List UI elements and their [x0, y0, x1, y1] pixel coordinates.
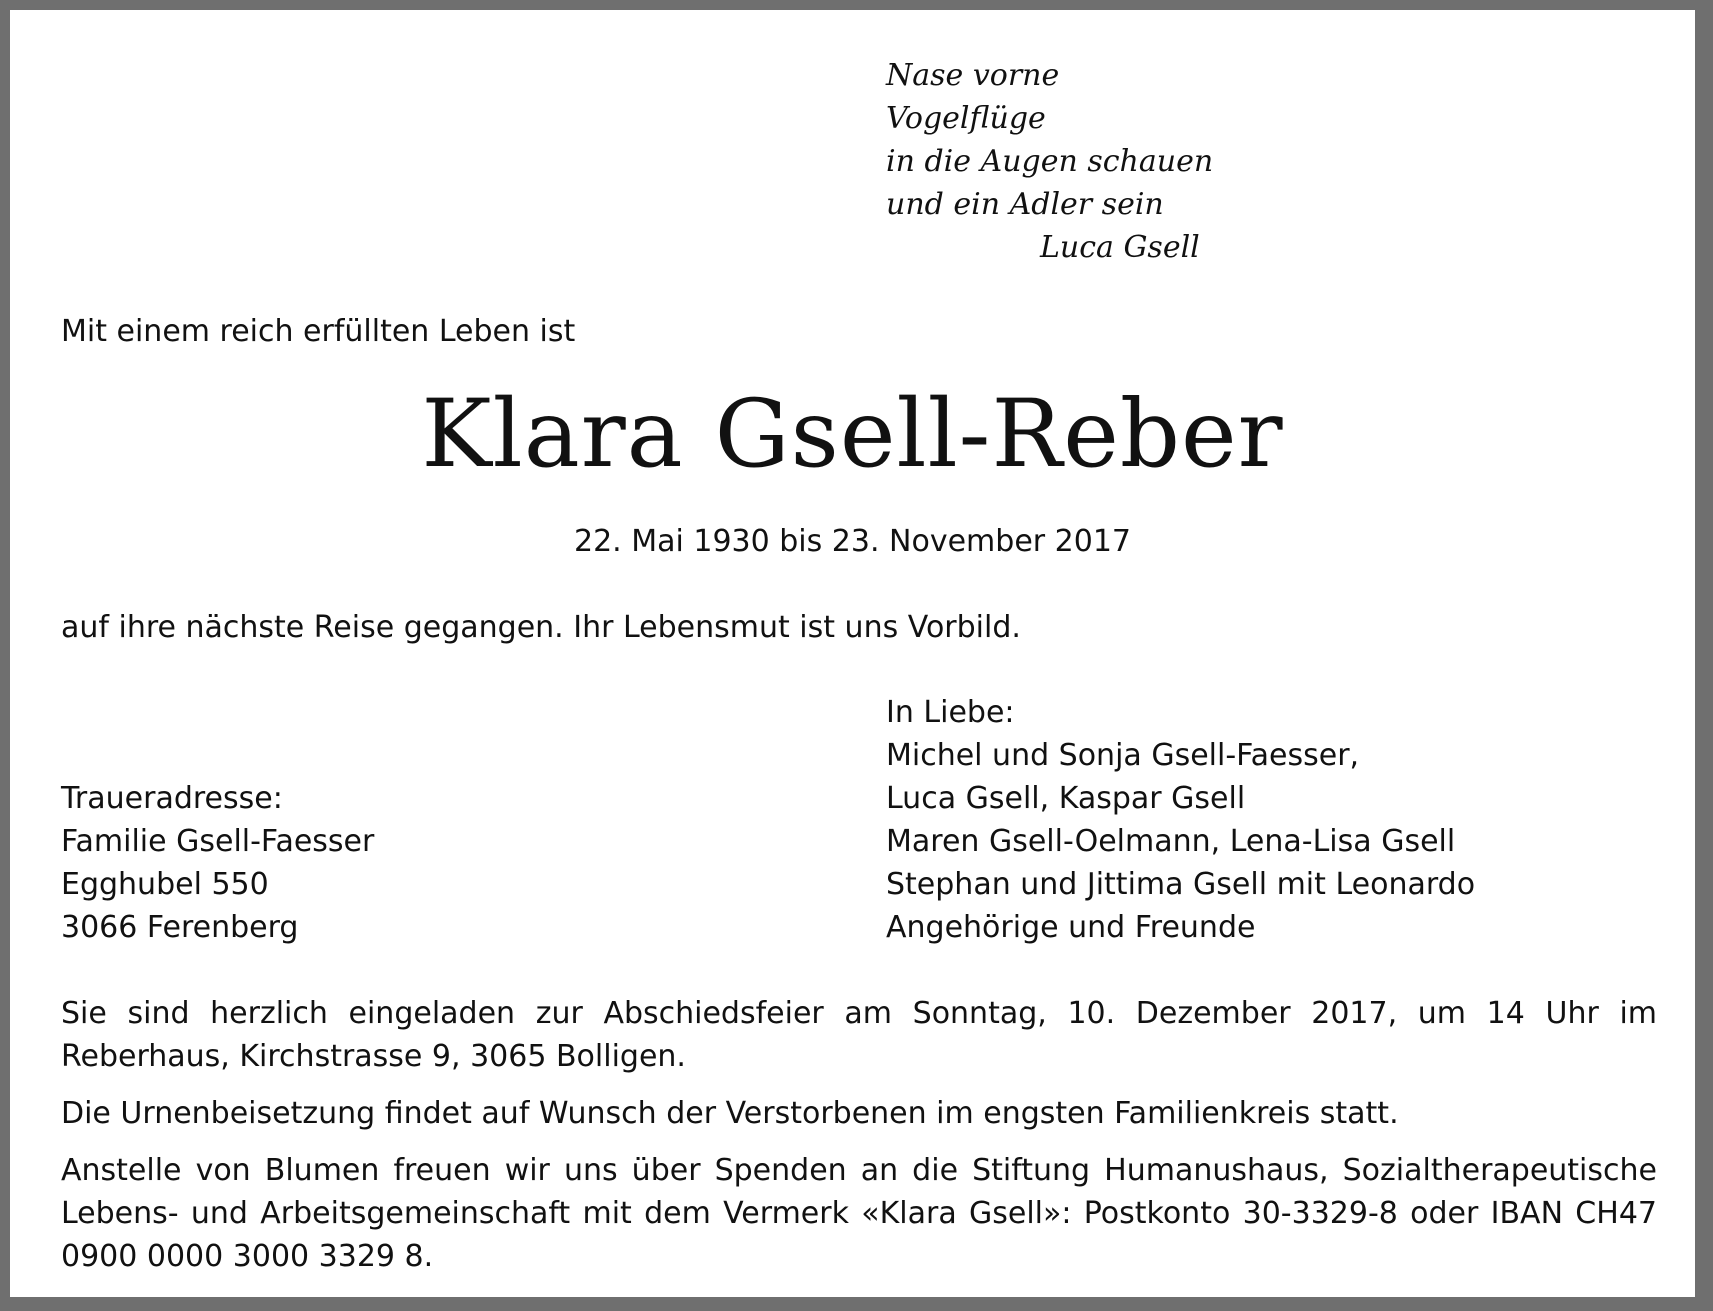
- poem-line: in die Augen schauen: [886, 144, 1214, 179]
- mourners-list: [886, 691, 1475, 949]
- poem-line: Vogelflüge: [886, 101, 1046, 136]
- mourning-address: [61, 777, 374, 949]
- mourners-heading: In Liebe:: [886, 695, 1015, 730]
- intro-text: Mit einem reich erfüllten Leben ist: [61, 314, 576, 349]
- farewell-ceremony-paragraph: Sie sind herzlich eingeladen zur Abschiedsfeier am Sonntag, 10. Dezember 2017, um 14 Uhr im Reberhaus, Kirchstrasse 9, 3065 Bolligen.: [61, 996, 1657, 1074]
- address-heading: Traueradresse:: [61, 781, 283, 816]
- closing-line: auf ihre nächste Reise gegangen. Ihr Lebensmut ist uns Vorbild.: [61, 610, 1021, 645]
- mourner-line: Stephan und Jittima Gsell mit Leonardo: [886, 867, 1476, 902]
- address-line: 3066 Ferenberg: [61, 910, 299, 945]
- life-dates: 22. Mai 1930 bis 23. November 2017: [573, 524, 1131, 559]
- mourner-line: Michel und Sonja Gsell-Faesser,: [886, 738, 1360, 773]
- address-line: Familie Gsell-Faesser: [61, 824, 375, 859]
- poem-line: Nase vorne: [886, 58, 1060, 93]
- obituary-notice: [10, 10, 1695, 1297]
- address-line: Egghubel 550: [61, 867, 269, 902]
- donation-paragraph: Anstelle von Blumen freuen wir uns über Spenden an die Stiftung Humanushaus, Sozialtherapeutische Lebens- und Arbeitsgemeinschaft mit dem Vermerk «Klara Gsell»: Postkonto 30-3329-8 oder IBAN CH47 0900 0000 3000 3329 8.: [61, 1153, 1657, 1274]
- mourner-line: Luca Gsell, Kaspar Gsell: [886, 781, 1246, 816]
- mourner-line: Maren Gsell-Oelmann, Lena-Lisa Gsell: [886, 824, 1456, 859]
- mourner-line: Angehörige und Freunde: [886, 910, 1256, 945]
- burial-paragraph: Die Urnenbeisetzung findet auf Wunsch der Verstorbenen im engsten Familienkreis statt.: [61, 1096, 1399, 1131]
- poem: [886, 54, 1213, 269]
- poem-author: Luca Gsell: [1040, 230, 1200, 265]
- deceased-name: Klara Gsell-Reber: [421, 380, 1284, 489]
- poem-line: und ein Adler sein: [886, 187, 1164, 222]
